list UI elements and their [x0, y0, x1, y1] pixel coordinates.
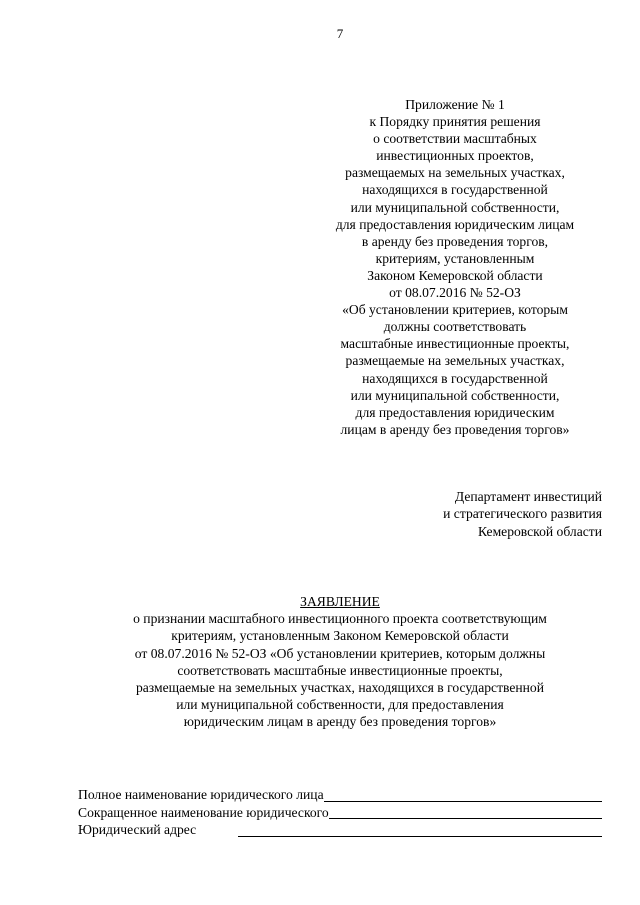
appendix-line: масштабные инвестиционные проекты, [340, 336, 570, 352]
full-name-row [78, 786, 602, 804]
short-name-field[interactable] [329, 804, 602, 819]
appendix-line: Законом Кемеровской области [367, 267, 543, 283]
page-number: 7 [336, 26, 344, 41]
appendix-line: находящихся в государственной [362, 182, 548, 198]
short-name-label: Сокращенное наименование юридического [78, 804, 329, 820]
appendix-line: в аренду без проведения торгов, [361, 233, 549, 249]
statement-line: размещаемые на земельных участках, находящихся в государственной [135, 680, 545, 696]
appendix-line: Приложение № 1 [405, 97, 505, 112]
recipient-line: Кемеровской области [477, 523, 602, 539]
appendix-line: для предоставления юридическим [355, 404, 555, 420]
full-name-label: Полное наименование юридического лица [78, 787, 324, 802]
statement-line: соответствовать масштабные инвестиционные проекты, [177, 662, 503, 678]
appendix-line: о соответствии масштабных [373, 131, 537, 147]
appendix-header [320, 96, 590, 438]
statement-block [40, 593, 640, 731]
appendix-line: инвестиционных проектов, [376, 148, 534, 164]
appendix-line: или муниципальной собственности, [350, 199, 560, 215]
address-label: Юридический адрес [78, 822, 197, 837]
recipient-line: Департамент инвестиций [454, 489, 602, 504]
appendix-line: или муниципальной собственности, [350, 387, 560, 403]
appendix-line: должны соответствовать [383, 319, 527, 335]
address-row [78, 821, 602, 839]
appendix-line: находящихся в государственной [362, 370, 548, 386]
statement-line: юридическим лицам в аренду без проведения торгов» [183, 714, 497, 730]
appendix-line: лицам в аренду без проведения торгов» [340, 421, 570, 437]
recipient-block [443, 488, 602, 540]
short-name-row [78, 804, 602, 822]
statement-line: или муниципальной собственности, для предоставления [176, 697, 504, 713]
statement-title: ЗАЯВЛЕНИЕ [300, 594, 380, 609]
recipient-line: и стратегического развития [443, 506, 602, 522]
full-name-field[interactable] [324, 787, 602, 802]
address-field[interactable] [238, 822, 602, 837]
statement-line: критериям, установленным Законом Кемеровской области [171, 628, 509, 644]
appendix-line: размещаемые на земельных участках, [345, 353, 565, 369]
appendix-line: от 08.07.2016 № 52-ОЗ [389, 285, 521, 301]
appendix-line: критериям, установленным [375, 250, 535, 266]
form-fields [78, 786, 602, 839]
statement-line: от 08.07.2016 № 52-ОЗ «Об установлении критериев, которым должны [134, 645, 546, 661]
appendix-line: «Об установлении критериев, которым [342, 302, 568, 318]
appendix-line: для предоставления юридическим лицам [335, 216, 575, 232]
appendix-line: к Порядку принятия решения [369, 114, 541, 130]
appendix-line: размещаемых на земельных участках, [345, 165, 565, 181]
statement-line: о признании масштабного инвестиционного проекта соответствующим [133, 611, 547, 627]
